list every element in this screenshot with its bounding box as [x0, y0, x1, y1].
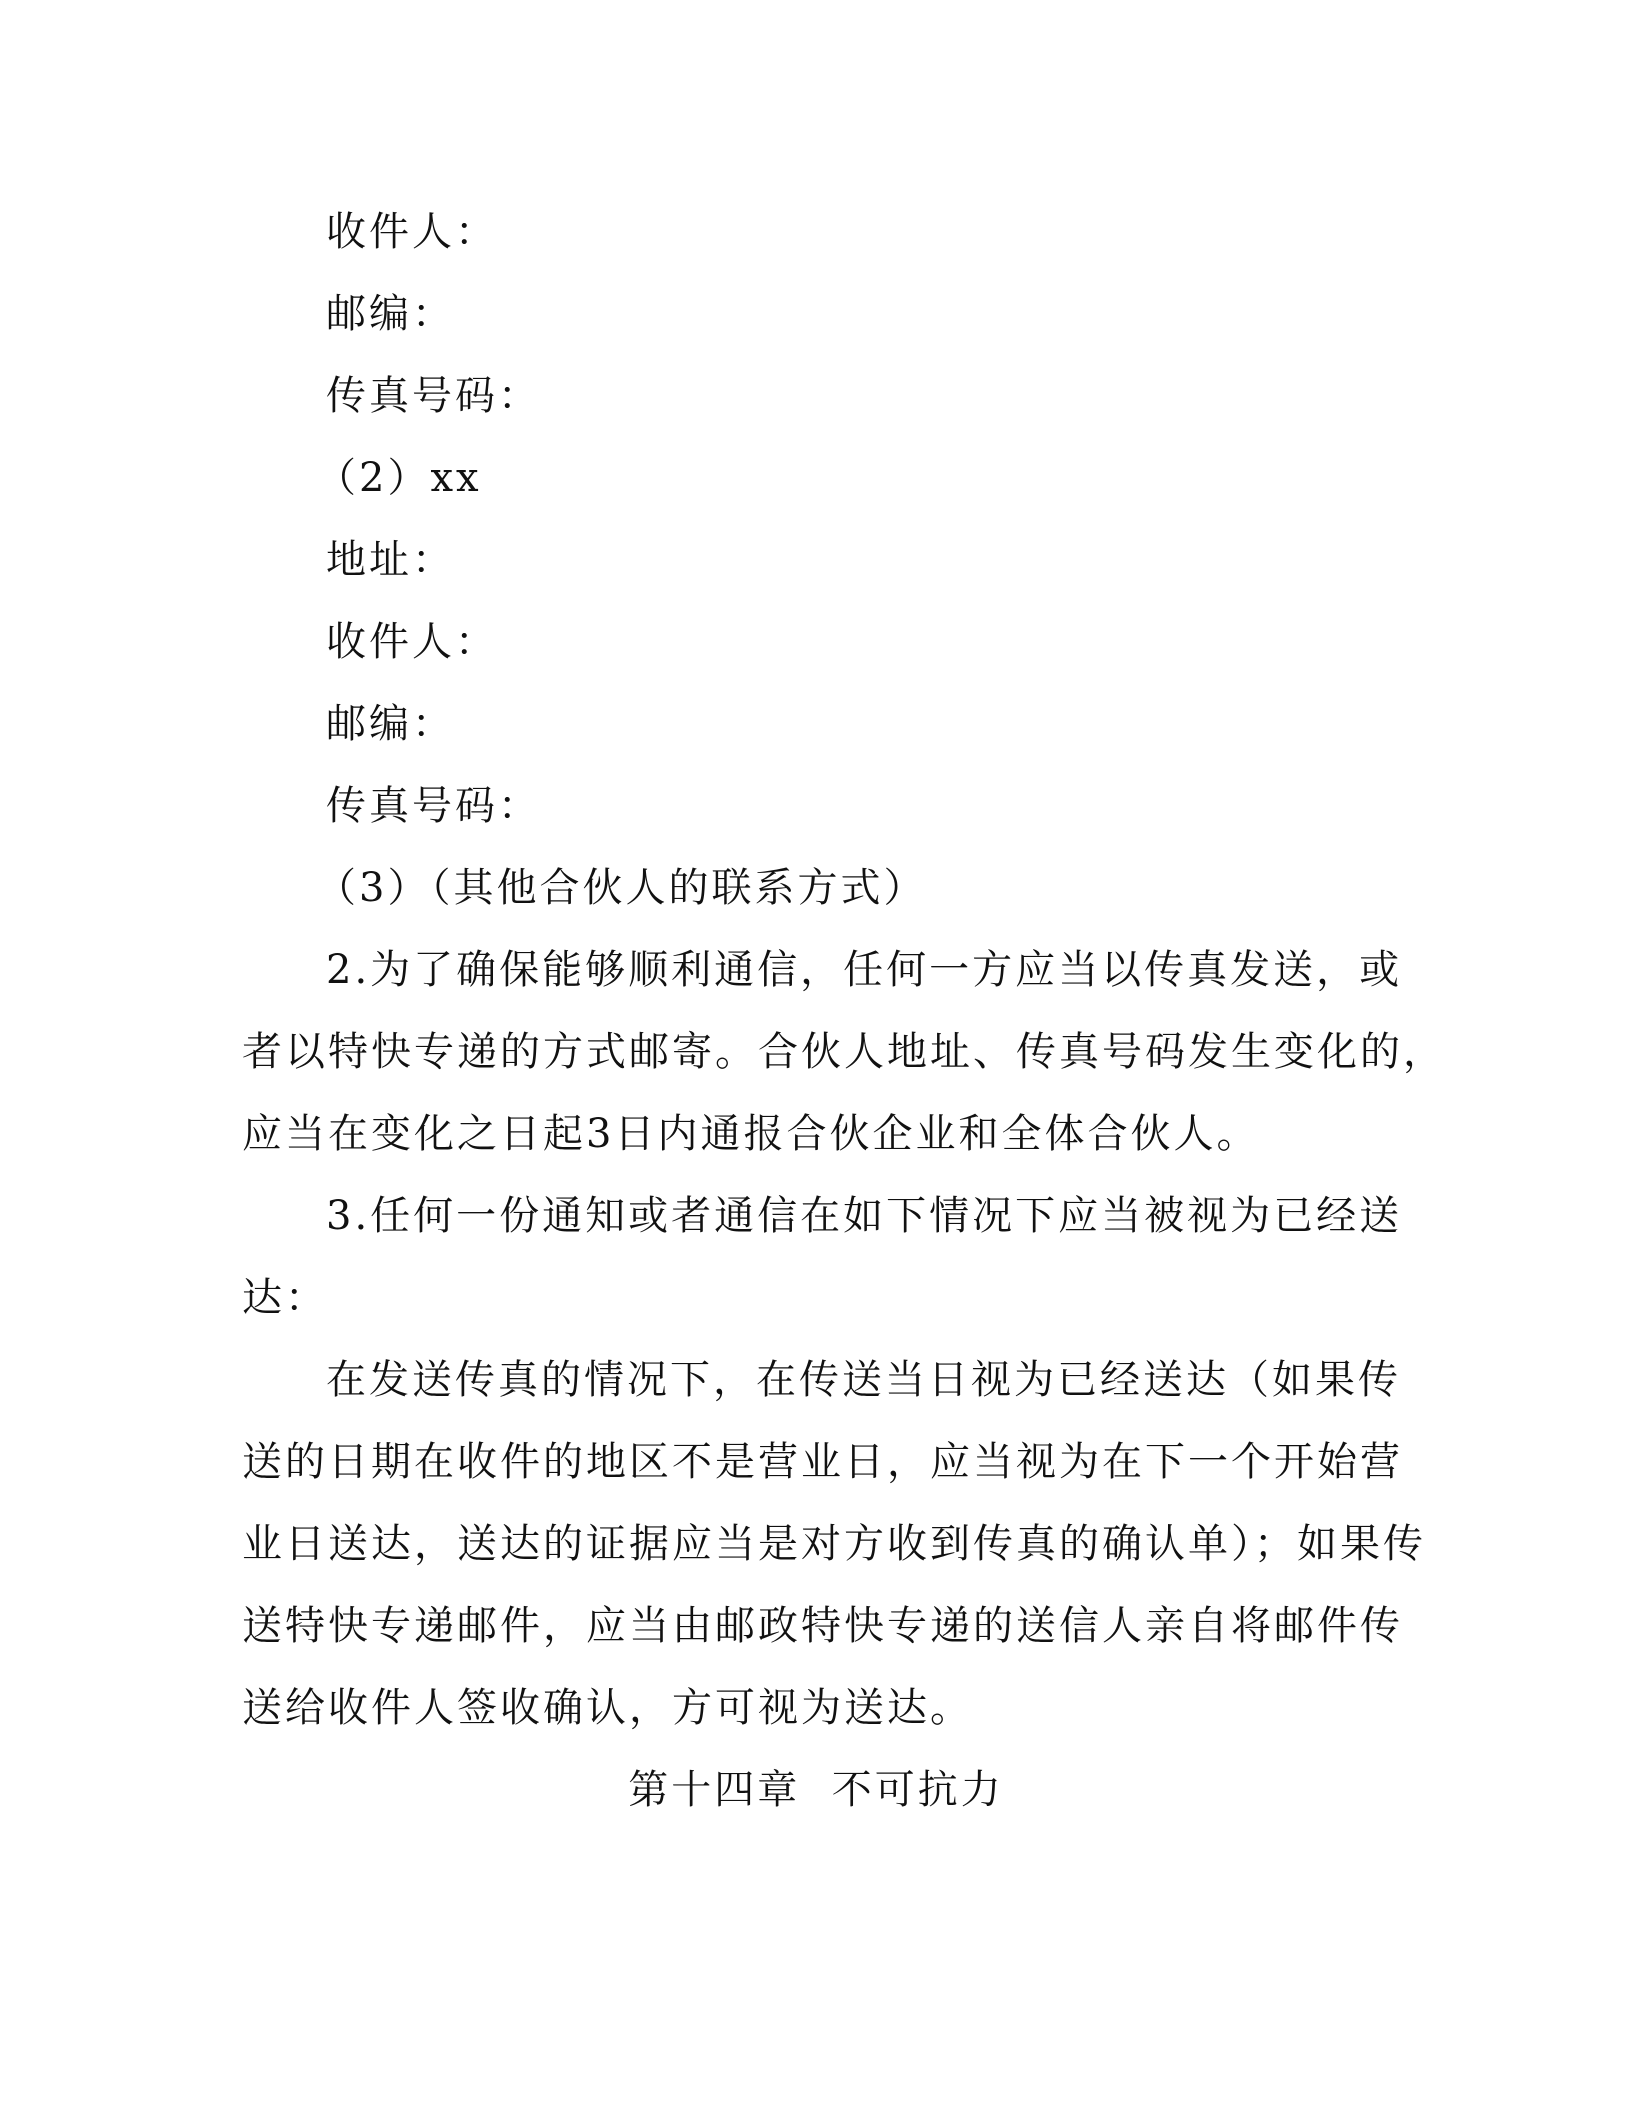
- clause-2-line-1: 2.为了确保能够顺利通信，任何一方应当以传真发送，或: [326, 947, 1403, 993]
- recipient-label-1: 收件人：: [326, 209, 498, 255]
- party-2-label: （2）xx: [316, 455, 482, 501]
- paragraph-line-2: 送的日期在收件的地区不是营业日，应当视为在下一个开始营: [242, 1439, 1403, 1485]
- fax-label-2: 传真号码：: [326, 783, 541, 829]
- postcode-label-2: 邮编：: [326, 701, 455, 747]
- clause-2-line-2: 者以特快专递的方式邮寄。合伙人地址、传真号码发生变化的，: [242, 1029, 1446, 1075]
- party-3-label: （3）（其他合伙人的联系方式）: [316, 865, 927, 911]
- recipient-label-2: 收件人：: [326, 619, 498, 665]
- address-label-2: 地址：: [326, 537, 455, 583]
- paragraph-line-4: 送特快专递邮件，应当由邮政特快专递的送信人亲自将邮件传: [242, 1603, 1403, 1649]
- fax-label-1: 传真号码：: [326, 373, 541, 419]
- clause-2-line-3: 应当在变化之日起3日内通报合伙企业和全体合伙人。: [242, 1111, 1260, 1157]
- clause-3-line-1: 3.任何一份通知或者通信在如下情况下应当被视为已经送: [326, 1193, 1403, 1239]
- chapter-heading: 第十四章 不可抗力: [628, 1767, 1004, 1813]
- paragraph-line-3: 业日送达，送达的证据应当是对方收到传真的确认单）；如果传: [242, 1521, 1426, 1567]
- paragraph-line-1: 在发送传真的情况下，在传送当日视为已经送达（如果传: [326, 1357, 1401, 1403]
- paragraph-line-5: 送给收件人签收确认，方可视为送达。: [242, 1685, 973, 1731]
- clause-3-line-2: 达：: [242, 1275, 328, 1321]
- postcode-label-1: 邮编：: [326, 291, 455, 337]
